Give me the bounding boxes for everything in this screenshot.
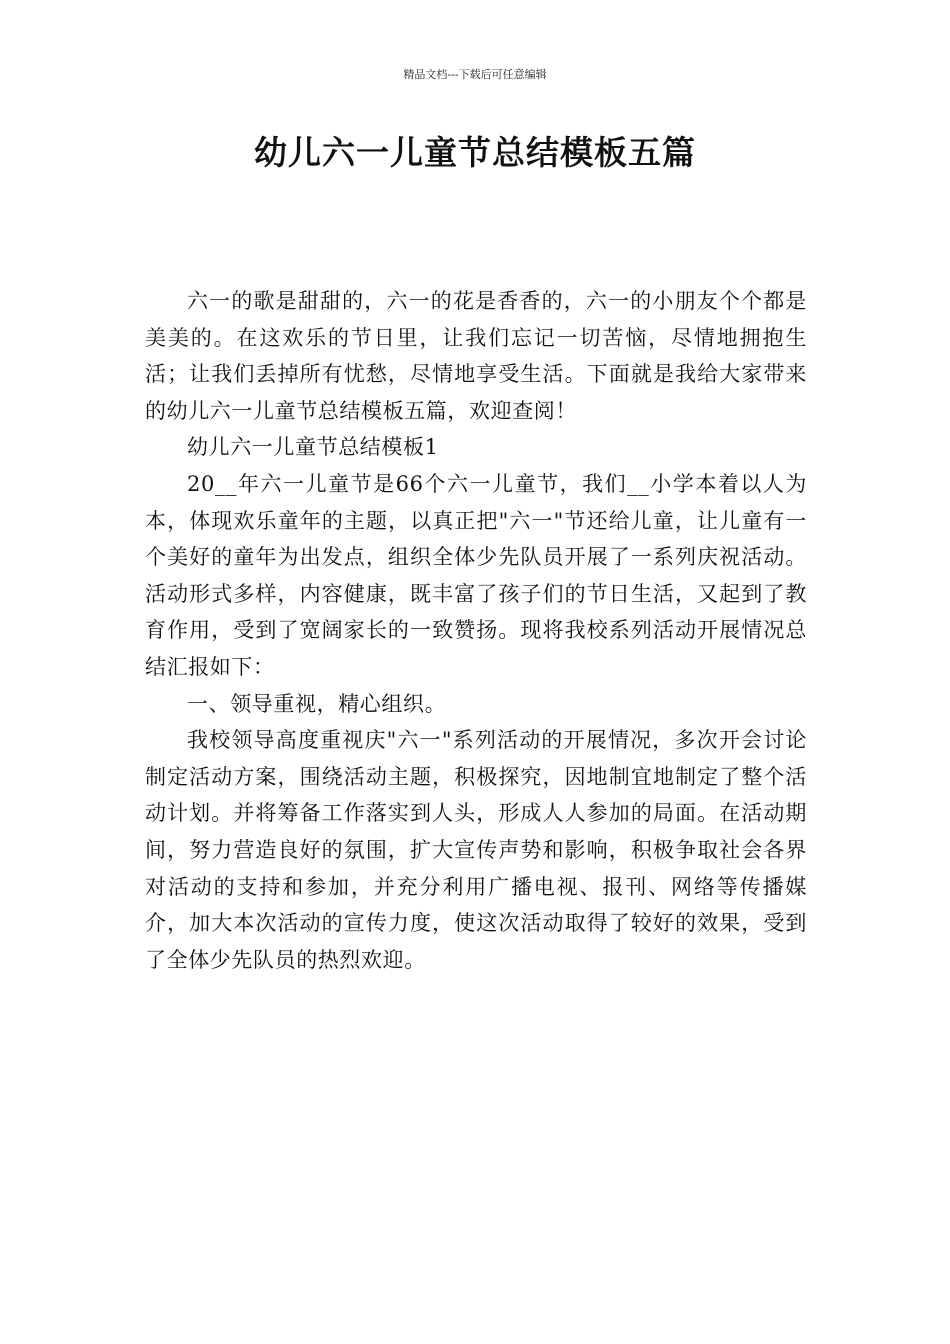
section-heading: 幼儿六一儿童节总结模板1 [187, 435, 439, 460]
body-paragraph: 20__年六一儿童节是66个六一儿童节，我们__小学本着以人为本，体现欢乐童年的主题，以真正把"六一"节还给儿童，让儿童有一个美好的童年为出发点，组织全体少先队员开展了一系列庆祝活动。活动形式多样，内容健康，既丰富了孩子们的节日生活，又起到了教育作用，受到了宽阔家长的一致赞扬。现将我校系列活动开展情况总结汇报如下： [145, 471, 807, 679]
body-paragraph: 我校领导高度重视庆"六一"系列活动的开展情况，多次开会讨论制定活动方案，围绕活动主题，积极探究，因地制宜地制定了整个活动计划。并将筹备工作落实到人头，形成人人参加的局面。在活动期间，努力营造良好的氛围，扩大宣传声势和影响，积极争取社会各界对活动的支持和参加，并充分利用广播电视、报刊、网络等传播媒介，加大本次活动的宣传力度，使这次活动取得了较好的效果，受到了全体少先队员的热烈欢迎。 [145, 728, 807, 972]
intro-paragraph: 六一的歌是甜甜的，六一的花是香香的，六一的小朋友个个都是美美的。在这欢乐的节日里，让我们忘记一切苦恼，尽情地拥抱生活；让我们丢掉所有忧愁，尽情地享受生活。下面就是我给大家带来的幼儿六一儿童节总结模板五篇，欢迎查阅！ [145, 289, 807, 423]
header-note: 精品文档---下载后可任意编辑 [403, 68, 547, 81]
subsection-heading: 一、领导重视，精心组织。 [187, 691, 447, 716]
document-body [145, 283, 807, 978]
document-title: 幼儿六一儿童节总结模板五篇 [254, 133, 696, 172]
